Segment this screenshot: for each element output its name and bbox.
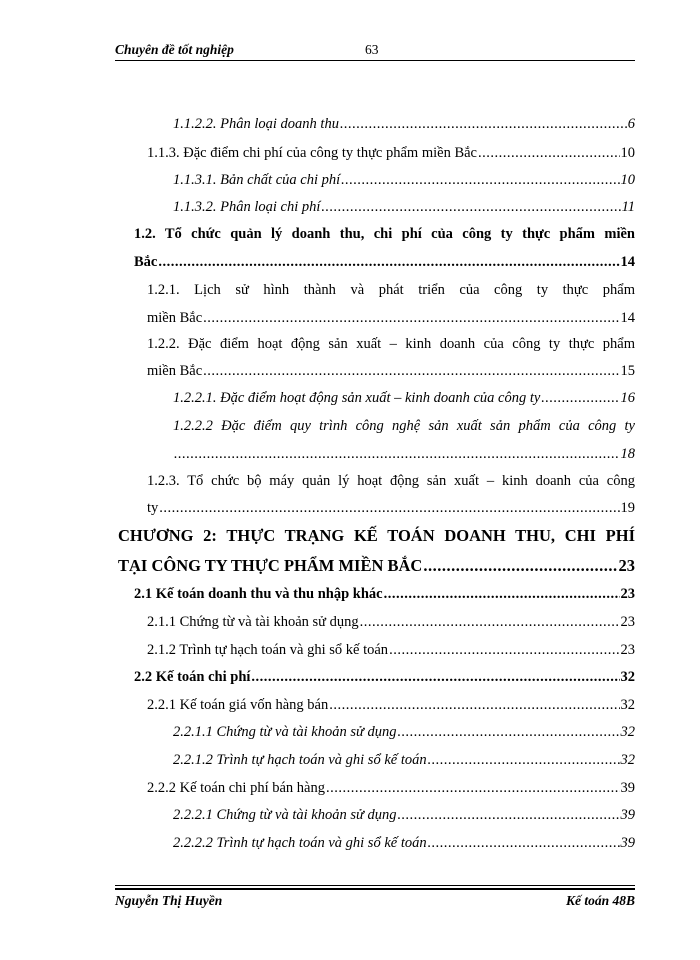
toc-entry-page: 39: [620, 807, 635, 823]
toc-entry-title: 2.2.1.2 Trình tự hạch toán và ghi sổ kế toán: [173, 752, 427, 768]
toc-leader-dots: [423, 556, 617, 576]
header-page-number: 63: [365, 42, 379, 57]
toc-entry[interactable]: [134, 254, 635, 271]
toc-entry-page: 23: [618, 556, 635, 575]
toc-leader-dots: [428, 835, 620, 852]
toc-entry[interactable]: [147, 363, 635, 380]
toc-entry[interactable]: [147, 310, 635, 327]
toc-entry-line1[interactable]: 1.2.2. Đặc điểm hoạt động sản xuất – kinh doanh của công ty thực phẩm: [147, 336, 635, 352]
toc-entry-page: 18: [620, 446, 635, 462]
toc-entry[interactable]: [173, 116, 635, 133]
toc-entry-page: 23: [620, 586, 635, 602]
header-divider: [115, 60, 635, 61]
toc-entry[interactable]: [147, 614, 635, 631]
toc-entry-title: miền Bắc: [147, 363, 203, 379]
toc-entry-page: 32: [620, 669, 635, 685]
toc-entry-title: 2.2.2.2 Trình tự hạch toán và ghi sổ kế toán: [173, 835, 427, 851]
toc-entry-title: ty: [147, 500, 159, 516]
toc-leader-dots: [321, 199, 620, 216]
toc-entry[interactable]: [147, 500, 635, 517]
toc-entry-page: 32: [620, 697, 635, 713]
toc-entry[interactable]: [173, 172, 635, 189]
toc-entry-line1[interactable]: 1.2. Tổ chức quản lý doanh thu, chi phí của công ty thực phẩm miền: [134, 226, 635, 242]
toc-entry-title: 2.1.2 Trình tự hạch toán và ghi sổ kế toán: [147, 642, 389, 658]
toc-leader-dots: [158, 254, 619, 271]
toc-entry-title: 2.2 Kế toán chi phí: [134, 669, 251, 685]
toc-entry-title: 1.2.2.1. Đặc điểm hoạt động sản xuất – kinh doanh của công ty: [173, 390, 541, 406]
toc-leader-dots: [478, 145, 620, 162]
toc-entry-title: 1.1.3.2. Phân loại chi phí: [173, 199, 321, 215]
footer-divider: [115, 885, 635, 886]
toc-leader-dots: [389, 642, 619, 659]
footer-author: Nguyễn Thị Huyền: [115, 893, 223, 908]
toc-entry-title: 2.2.2 Kế toán chi phí bán hàng: [147, 780, 325, 796]
toc-entry[interactable]: [173, 199, 635, 216]
toc-leader-dots: [159, 500, 619, 517]
page-header: [115, 40, 635, 62]
toc-leader-dots: [203, 310, 619, 327]
toc-leader-dots: [326, 780, 620, 797]
toc-entry-title: TẠI CÔNG TY THỰC PHẨM MIỀN BẮC: [118, 556, 423, 575]
toc-entry[interactable]: [147, 697, 635, 714]
toc-entry[interactable]: [134, 586, 635, 603]
toc-entry-title: 2.1 Kế toán doanh thu và thu nhập khác: [134, 586, 383, 602]
toc-entry-page: 11: [621, 199, 635, 215]
toc-entry-page: 32: [620, 724, 635, 740]
toc-leader-dots: [203, 363, 619, 380]
toc-leader-dots: [384, 586, 620, 603]
toc-entry[interactable]: [118, 556, 635, 576]
toc-leader-dots: [398, 807, 620, 824]
toc-entry-line1[interactable]: 1.2.2.2 Đặc điểm quy trình công nghệ sản xuất sản phẩm của công ty: [173, 418, 635, 434]
toc-entry-line1[interactable]: 1.2.1. Lịch sử hình thành và phát triển của công ty thực phẩm: [147, 282, 635, 298]
toc-entry-title: 1.1.2.2. Phân loại doanh thu: [173, 116, 339, 132]
footer-divider-thick: [115, 888, 635, 890]
toc-entry-line1[interactable]: 1.2.3. Tổ chức bộ máy quản lý hoạt động sản xuất – kinh doanh của công: [147, 473, 635, 489]
toc-entry[interactable]: [173, 446, 635, 463]
toc-leader-dots: [398, 724, 620, 741]
toc-leader-dots: [360, 614, 620, 631]
toc-leader-dots: [541, 390, 619, 407]
toc-entry[interactable]: [147, 780, 635, 797]
toc-entry[interactable]: [173, 390, 635, 407]
toc-entry[interactable]: [173, 752, 635, 769]
toc-entry-page: 23: [620, 614, 635, 630]
toc-entry-page: 10: [620, 172, 635, 188]
toc-entry-page: 32: [620, 752, 635, 768]
toc-entry[interactable]: [134, 669, 635, 686]
toc-entry-page: 23: [620, 642, 635, 658]
toc-entry[interactable]: [173, 835, 635, 852]
header-title: Chuyên đề tốt nghiệp: [115, 42, 234, 57]
toc-entry-page: 14: [620, 310, 635, 326]
toc-entry-title: 2.1.1 Chứng từ và tài khoản sử dụng: [147, 614, 359, 630]
toc-entry[interactable]: [173, 724, 635, 741]
toc-entry-page: 10: [620, 145, 635, 161]
toc-entry-title: 2.2.1.1 Chứng từ và tài khoản sử dụng: [173, 724, 397, 740]
toc-entry-page: 19: [620, 500, 635, 516]
toc-entry-title: 1.1.3. Đặc điểm chi phí của công ty thực phẩm miền Bắc: [147, 145, 477, 161]
toc-leader-dots: [341, 172, 619, 189]
chapter-heading[interactable]: CHƯƠNG 2: THỰC TRẠNG KẾ TOÁN DOANH THU, CHI PHÍ: [118, 526, 635, 545]
toc-leader-dots: [174, 446, 620, 463]
toc-entry-page: 6: [627, 116, 635, 132]
toc-entry-title: 1.1.3.1. Bản chất của chi phí: [173, 172, 341, 188]
toc-entry-title: Bắc: [134, 254, 158, 270]
toc-entry-page: 39: [620, 780, 635, 796]
footer-course: Kế toán 48B: [565, 893, 635, 908]
toc-entry-page: 14: [620, 254, 635, 270]
toc-entry-title: 2.2.1 Kế toán giá vốn hàng bán: [147, 697, 329, 713]
toc-entry[interactable]: [147, 642, 635, 659]
toc-entry[interactable]: [147, 145, 635, 162]
toc-entry-page: 16: [620, 390, 635, 406]
toc-leader-dots: [428, 752, 620, 769]
toc-leader-dots: [340, 116, 627, 133]
toc-entry-title: 2.2.2.1 Chứng từ và tài khoản sử dụng: [173, 807, 397, 823]
toc-entry[interactable]: [173, 807, 635, 824]
toc-entry-page: 39: [620, 835, 635, 851]
toc-leader-dots: [329, 697, 619, 714]
toc-leader-dots: [251, 669, 619, 686]
toc-entry-title: miền Bắc: [147, 310, 203, 326]
toc-entry-page: 15: [620, 363, 635, 379]
